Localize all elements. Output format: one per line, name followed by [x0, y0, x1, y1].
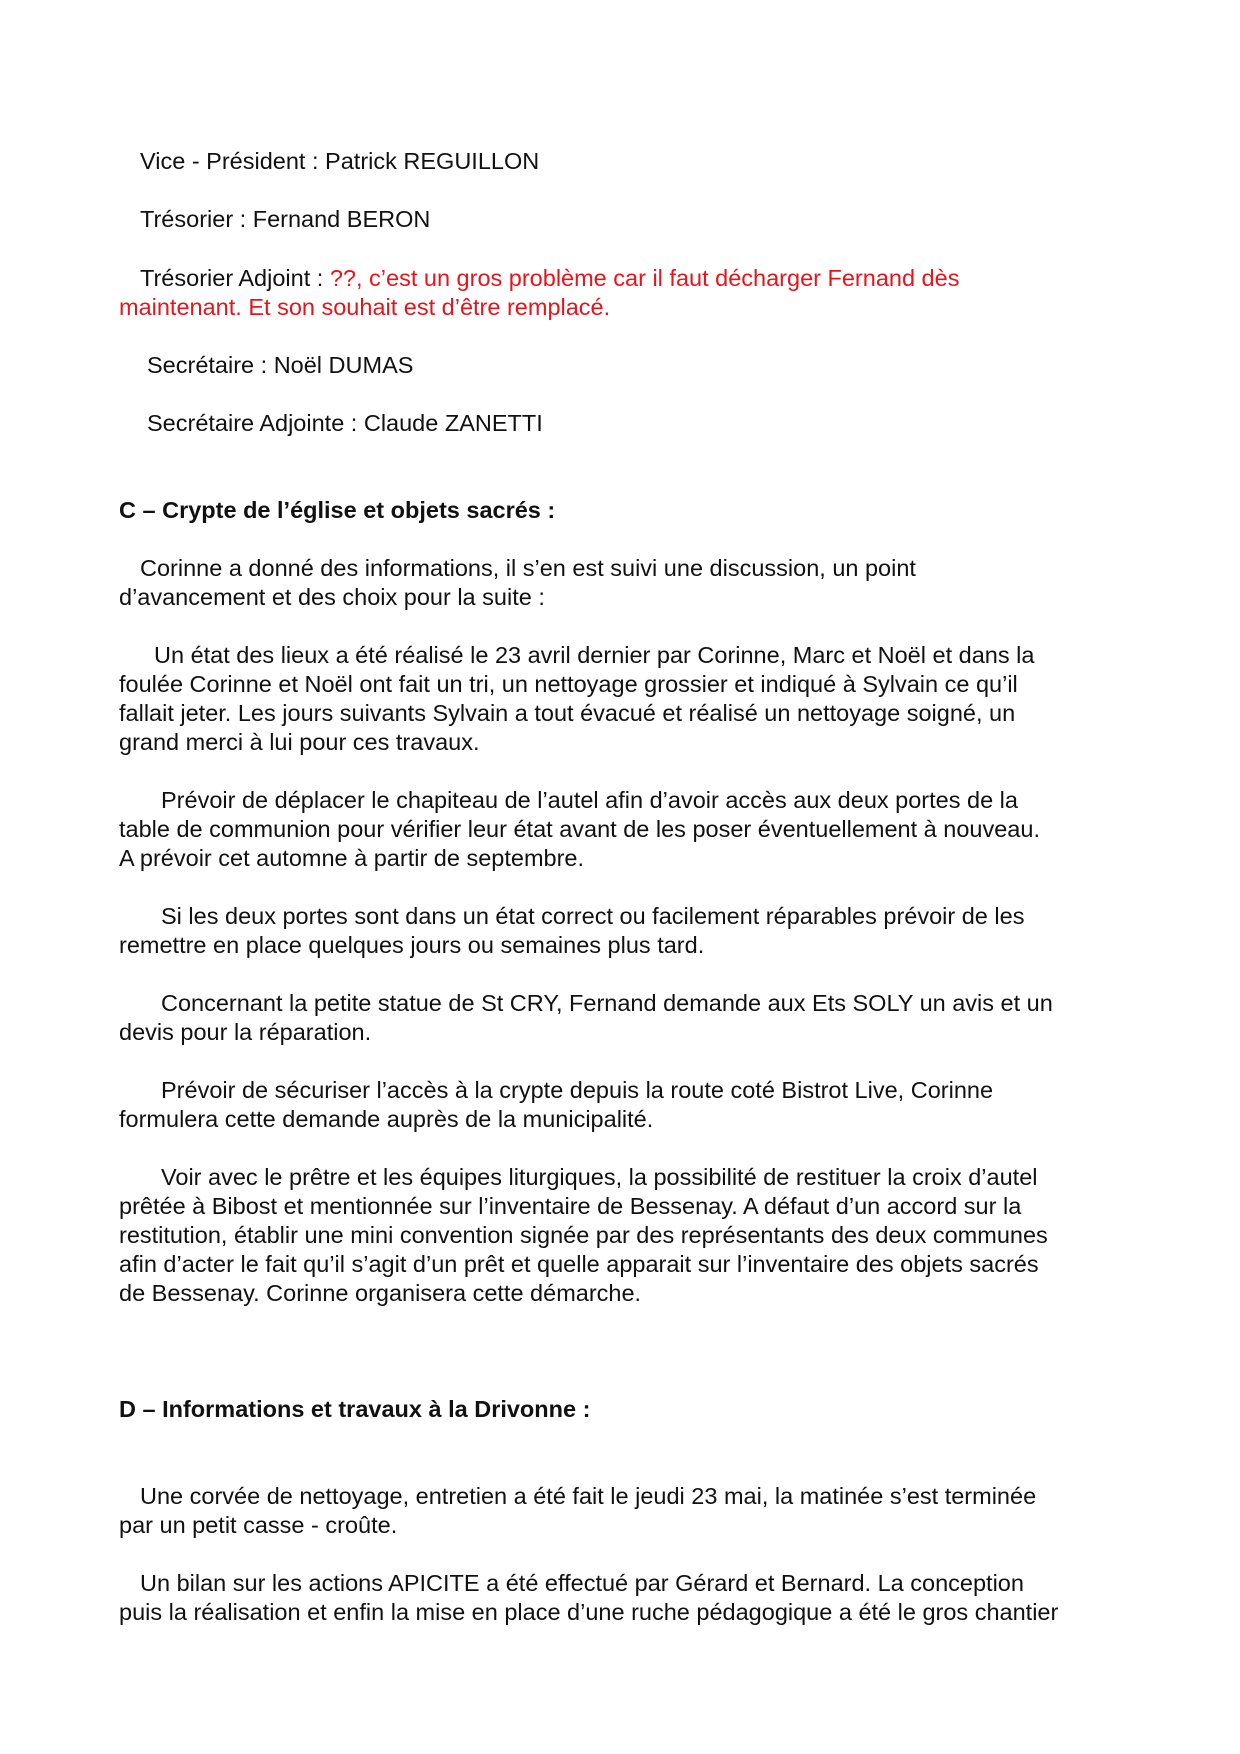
section-c-p6-line: Voir avec le prêtre et les équipes liturgiques, la possibilité de restituer la croix d’autel [161, 1164, 1038, 1190]
assistant-secretary-line: Secrétaire Adjointe : Claude ZANETTI [147, 410, 543, 436]
section-d-heading: D – Informations et travaux à la Drivonne : [119, 1396, 591, 1422]
section-c-p1-line: fallait jeter. Les jours suivants Sylvain a tout évacué et réalisé un nettoyage soigné, un [119, 700, 1016, 726]
section-c-p1-line: Un état des lieux a été réalisé le 23 avril dernier par Corinne, Marc et Noël et dans la [154, 642, 1035, 668]
section-c-intro-line: d’avancement et des choix pour la suite : [119, 584, 545, 610]
section-c-p2-line: A prévoir cet automne à partir de septembre. [119, 845, 585, 871]
assistant-treasurer-label: Trésorier Adjoint : [140, 265, 330, 291]
section-c-p6-line: de Bessenay. Corinne organisera cette démarche. [119, 1280, 642, 1306]
section-c-p2-line: Prévoir de déplacer le chapiteau de l’autel afin d’avoir accès aux deux portes de la [161, 787, 1018, 813]
vice-president-line: Vice - Président : Patrick REGUILLON [140, 148, 540, 174]
section-d-p2-line: Un bilan sur les actions APICITE a été effectué par Gérard et Bernard. La conception [140, 1570, 1024, 1596]
section-d-p2-line: puis la réalisation et enfin la mise en place d’une ruche pédagogique a été le gros chantier [119, 1599, 1059, 1625]
section-c-p1-line: foulée Corinne et Noël ont fait un tri, un nettoyage grossier et indiqué à Sylvain ce qu’il [119, 671, 1018, 697]
section-c-p6-line: afin d’acter le fait qu’il s’agit d’un prêt et quelle apparait sur l’inventaire des objets sacrés [119, 1251, 1039, 1277]
section-c-p4-line: devis pour la réparation. [119, 1019, 372, 1045]
section-c-p6-line: prêtée à Bibost et mentionnée sur l’inventaire de Bessenay. A défaut d’un accord sur la [119, 1193, 1022, 1219]
section-d-p1-line: Une corvée de nettoyage, entretien a été fait le jeudi 23 mai, la matinée s’est terminée [140, 1483, 1037, 1509]
section-c-p6-line: restitution, établir une mini convention signée par des représentants des deux communes [119, 1222, 1048, 1248]
assistant-treasurer-line [140, 264, 959, 293]
section-c-heading: C – Crypte de l’église et objets sacrés : [119, 497, 556, 523]
section-c-p4-line: Concernant la petite statue de St CRY, Fernand demande aux Ets SOLY un avis et un [161, 990, 1053, 1016]
assistant-treasurer-note-cont: maintenant. Et son souhait est d’être remplacé. [119, 294, 611, 320]
section-c-p3-line: Si les deux portes sont dans un état correct ou facilement réparables prévoir de les [161, 903, 1025, 929]
section-d-p1-line: par un petit casse - croûte. [119, 1512, 398, 1538]
treasurer-line: Trésorier : Fernand BERON [140, 206, 431, 232]
section-c-p3-line: remettre en place quelques jours ou semaines plus tard. [119, 932, 705, 958]
section-c-intro-line: Corinne a donné des informations, il s’en est suivi une discussion, un point [140, 555, 916, 581]
section-c-p5-line: Prévoir de sécuriser l’accès à la crypte depuis la route coté Bistrot Live, Corinne [161, 1077, 994, 1103]
assistant-treasurer-note: ??, c’est un gros problème car il faut décharger Fernand dès [329, 265, 960, 291]
section-c-p5-line: formulera cette demande auprès de la municipalité. [119, 1106, 654, 1132]
section-c-p2-line: table de communion pour vérifier leur état avant de les poser éventuellement à nouveau. [119, 816, 1040, 842]
secretary-line: Secrétaire : Noël DUMAS [147, 352, 414, 378]
section-c-p1-line: grand merci à lui pour ces travaux. [119, 729, 480, 755]
